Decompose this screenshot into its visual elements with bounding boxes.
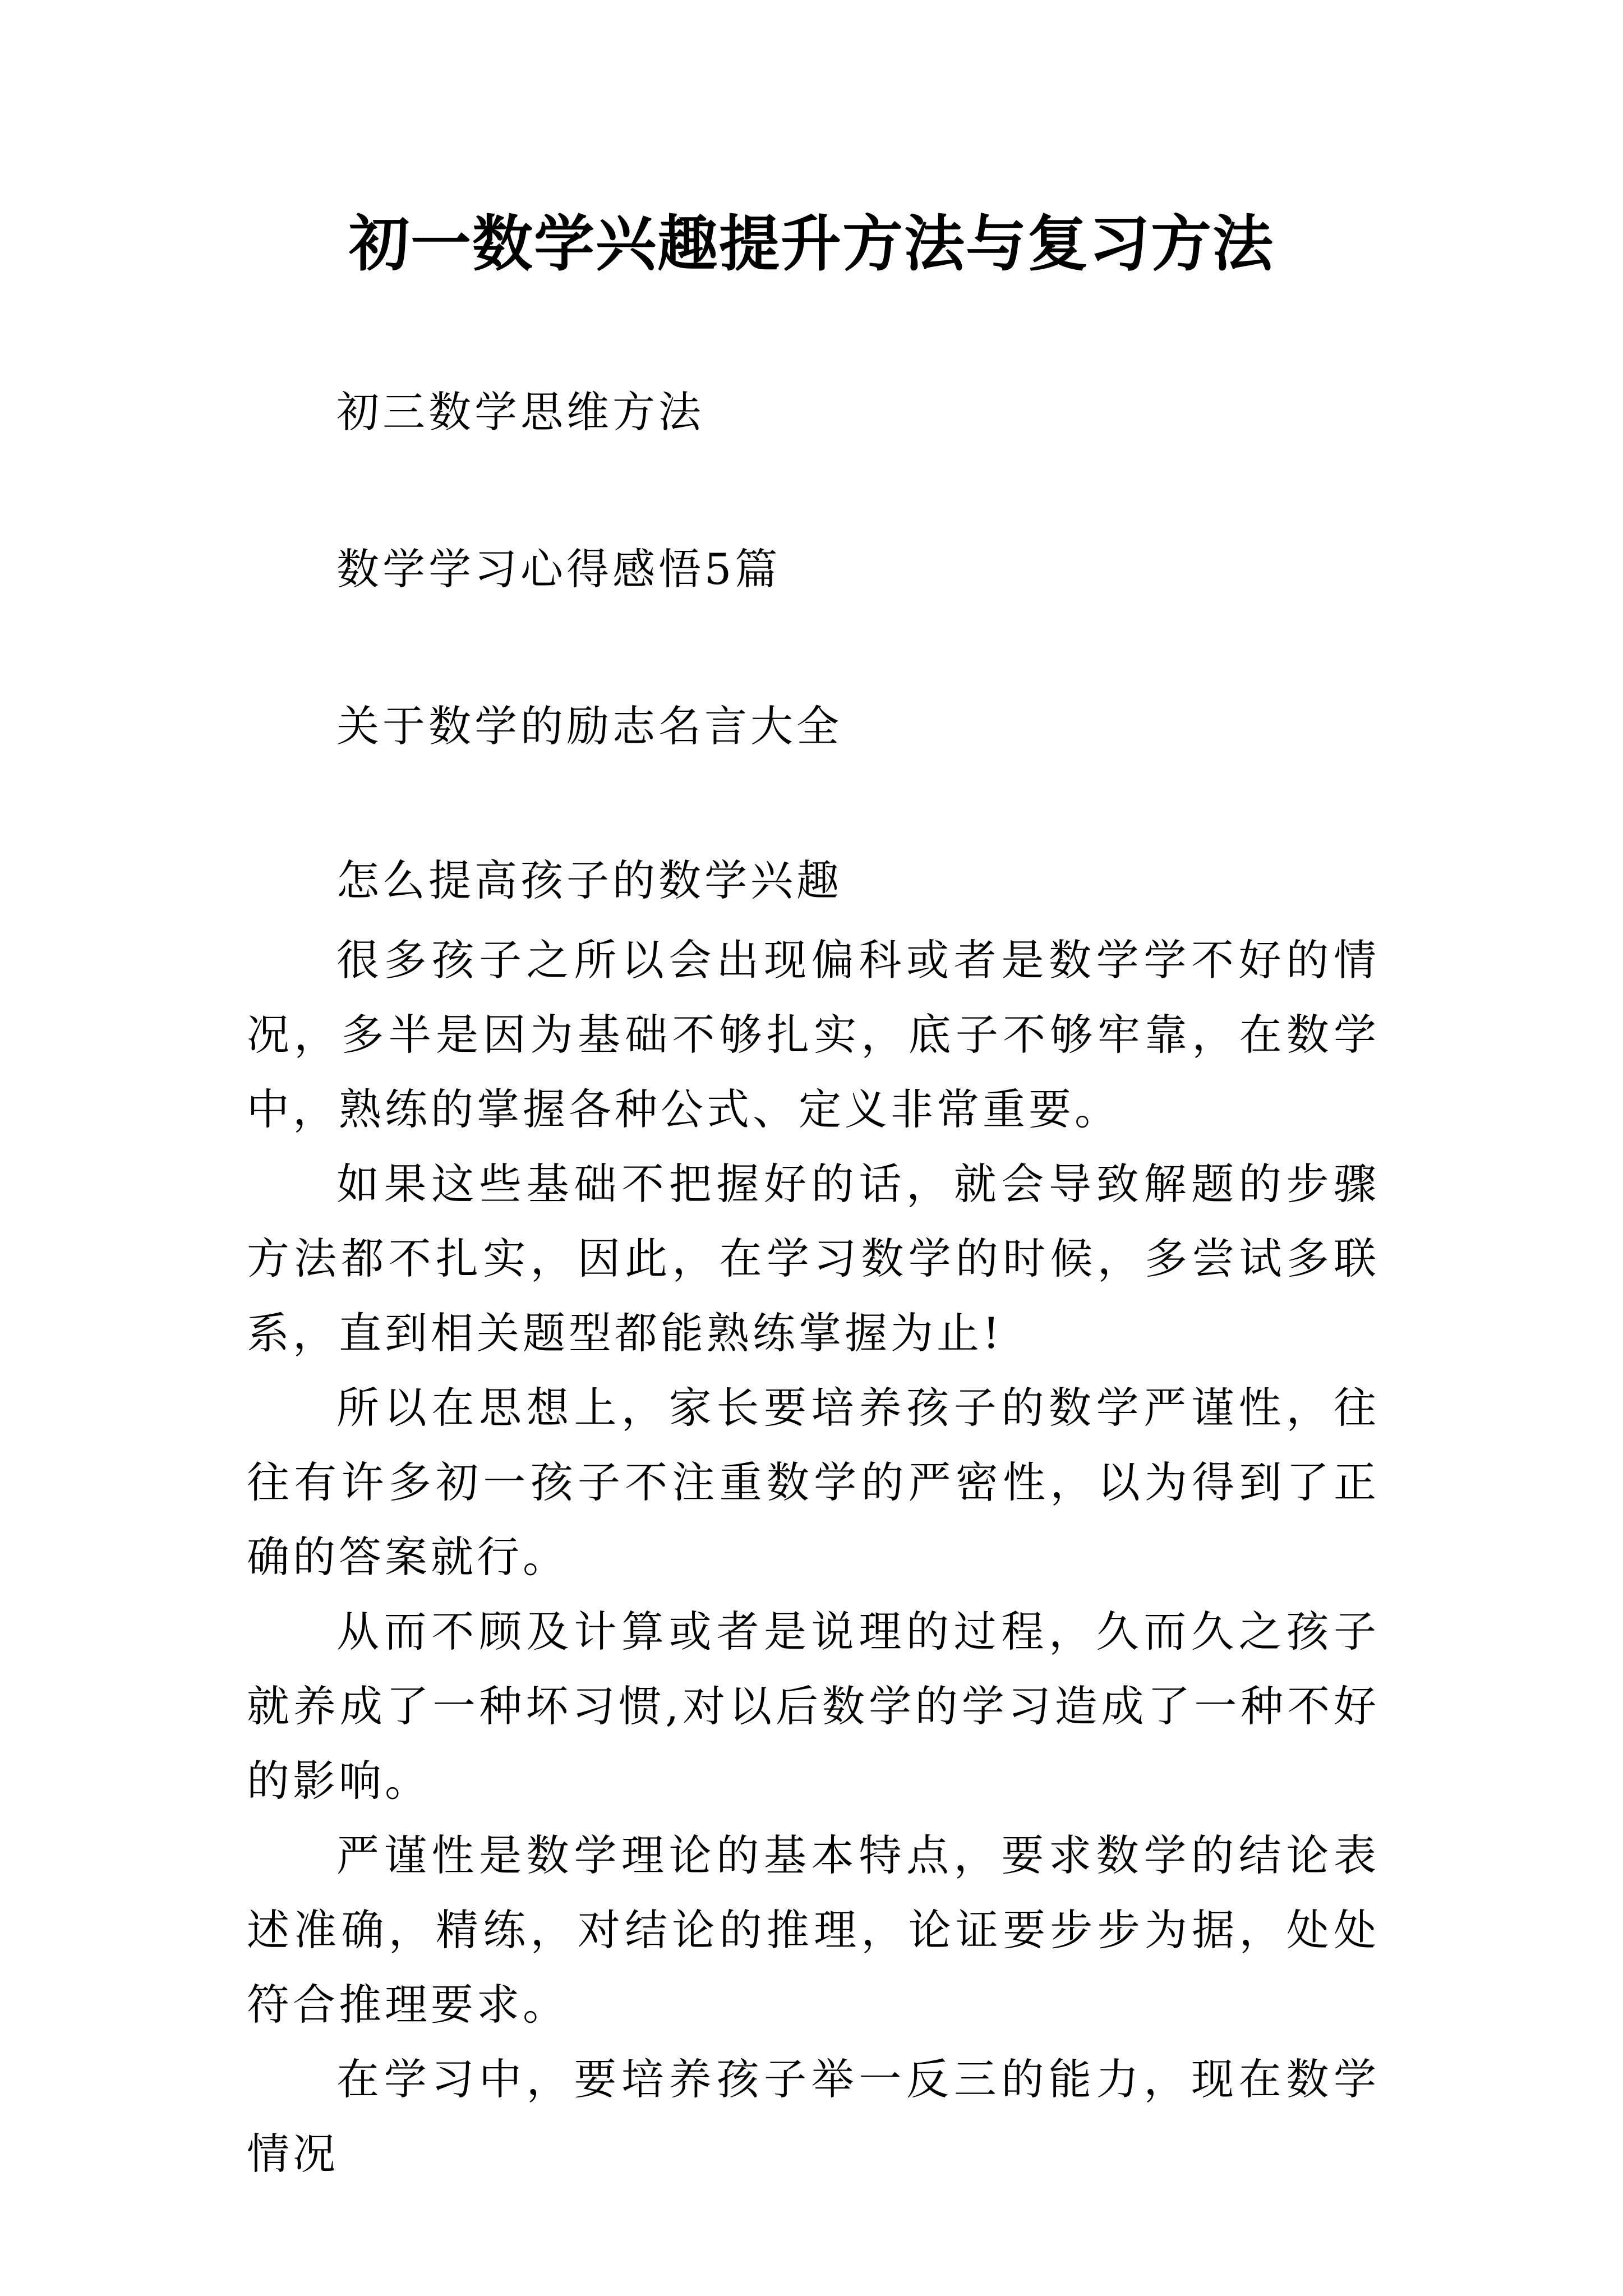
heading-line-2: 数学学习心得感悟5篇 — [336, 544, 781, 594]
heading-line-1: 初三数学思维方法 — [336, 387, 704, 437]
paragraph-4: 从而不顾及计算或者是说理的过程，久而久之孩子就养成了一种坏习惯,对以后数学的学习造成了一种不好的影响。 — [247, 1607, 1380, 1806]
paragraph-2: 如果这些基础不把握好的话，就会导致解题的步骤方法都不扎实，因此，在学习数学的时候，多尝试多联系，直到相关题型都能熟练掌握为止! — [247, 1159, 1380, 1358]
heading-line-3: 关于数学的励志名言大全 — [336, 701, 842, 751]
heading-line-4: 怎么提高孩子的数学兴趣 — [336, 855, 842, 905]
document-title: 初一数学兴趣提升方法与复习方法 — [348, 209, 1274, 279]
paragraph-1: 很多孩子之所以会出现偏科或者是数学学不好的情况，多半是因为基础不够扎实，底子不够牢靠，在数学中，熟练的掌握各种公式、定义非常重要。 — [247, 935, 1380, 1134]
paragraph-5: 严谨性是数学理论的基本特点，要求数学的结论表述准确，精练，对结论的推理，论证要步步为据，处处符合推理要求。 — [247, 1830, 1380, 2030]
paragraph-6: 在学习中，要培养孩子举一反三的能力，现在数学情况 — [247, 2054, 1380, 2179]
body-text — [247, 923, 1380, 2191]
paragraph-3: 所以在思想上，家长要培养孩子的数学严谨性，往往有许多初一孩子不注重数学的严密性，以为得到了正确的答案就行。 — [247, 1383, 1380, 1582]
